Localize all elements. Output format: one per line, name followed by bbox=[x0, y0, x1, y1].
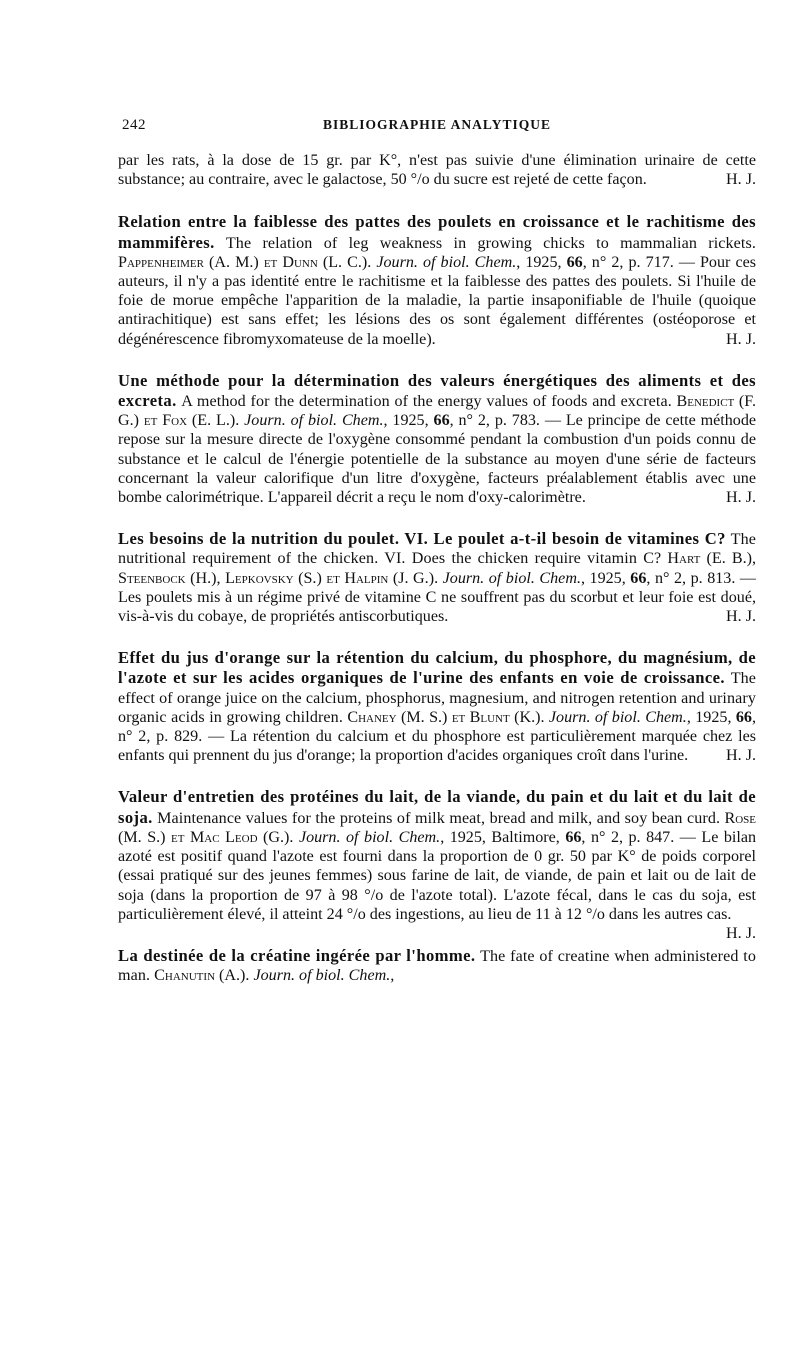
entry-english-title: The relation of leg weakness in growing chicks to mammalian rickets. bbox=[225, 234, 756, 252]
entry-initials: H. J. bbox=[726, 608, 756, 626]
entry-authors: Rose (M. S.) et Mac Leod (G.). bbox=[118, 809, 757, 846]
entry-journal: Journ. of biol. Chem. bbox=[548, 708, 687, 726]
entry-title: La destinée de la créatine ingérée par l'homme. bbox=[118, 945, 476, 965]
entry-journal: Journ. of biol. Chem. bbox=[376, 253, 517, 271]
entry-initials: H. J. bbox=[726, 924, 756, 942]
entry-summary: — Pour ces auteurs, il n'y a pas identité entre le rachitisme et la faiblesse des pattes des poulets. Si l'huile de foie de morue empêche l'apparition de la maladie, la partie insaponifiable de l'huile (quoique antirachitique) est sans effet; les lésions des os sont également différentes (ostéoporose et dégénérescence fibromyxomateuse de la moelle). bbox=[118, 253, 756, 348]
entry-year: , 1925, bbox=[686, 708, 736, 726]
entry-authors: Hart (E. B.), Steenbock (H.), Lepkovsky (S.) et Halpin (J. G.). bbox=[118, 550, 756, 587]
entry-issue-pages: , n° 2, p. 847. bbox=[581, 828, 675, 846]
entry-english-title: The nutritional requirement of the chicken. VI. Does the chicken require vitamin C? bbox=[118, 531, 756, 568]
abstract-entry bbox=[118, 212, 756, 348]
entry-journal: Journ. of biol. Chem. bbox=[298, 828, 441, 846]
abstract-entry bbox=[118, 648, 756, 765]
entry-issue-pages: , n° 2, p. 813. bbox=[646, 569, 736, 587]
entry-year: , 1925, bbox=[516, 253, 567, 271]
entry-year: , 1925, Baltimore, bbox=[440, 828, 566, 846]
entry-volume: 66 bbox=[433, 412, 450, 430]
entry-volume: 66 bbox=[565, 828, 582, 846]
abstract-entry bbox=[118, 946, 756, 985]
entry-year: , 1925, bbox=[580, 569, 631, 587]
entry-initials: H. J. bbox=[726, 489, 756, 507]
abstract-entry bbox=[118, 529, 756, 626]
page-content bbox=[118, 151, 756, 1007]
entry-authors: Benedict (F. G.) et Fox (E. L.). bbox=[118, 393, 756, 430]
page-header bbox=[118, 117, 756, 139]
entry-journal: Journ. of biol. Chem. bbox=[442, 569, 581, 587]
entry-year: , 1925, bbox=[383, 412, 434, 430]
page-number: 242 bbox=[122, 117, 146, 133]
entry-summary: — Le bilan azoté est positif quand l'azote est fourni dans la proportion de 0 gr. 50 par K° de poids corporel (essai pratiqué sur des jeunes femmes) sous farine de lait, de viande, de pain et lait ou de lait de soja (dans la proportion de 97 à 98 °/o de l'azote total). L'azote fécal, dans le cas du soja, est particulièrement élevé, il atteint 24 °/o des ingestions, au lieu de 11 à 12 °/o dans les autres cas. bbox=[118, 828, 757, 923]
entry-initials: H. J. bbox=[726, 747, 756, 765]
running-title: BIBLIOGRAPHIE ANALYTIQUE bbox=[323, 117, 551, 132]
entry-authors: Chanutin (A.). bbox=[154, 967, 250, 985]
entry-title: Une méthode pour la détermination des valeurs énergétiques des aliments et des excreta. bbox=[118, 370, 756, 411]
entry-journal: Journ. of biol. Chem. bbox=[244, 412, 384, 430]
entry-summary: — Le principe de cette méthode repose sur la mesure directe de l'oxygène consommé pendant la combustion d'un poids connu de substance et le calcul de l'énergie potentielle de la substance au moyen d'une série de facteurs concernant la valeur calorifique d'un litre d'oxygène, facteurs préalablement établis avec une bombe calorimétrique. L'appareil décrit a reçu le nom d'oxy-calorimètre. bbox=[118, 412, 757, 507]
entry-english-title: Maintenance values for the proteins of milk meat, bread and milk, and soy bean curd. bbox=[157, 809, 721, 827]
entry-initials: H. J. bbox=[726, 330, 756, 348]
abstract-entry bbox=[118, 371, 756, 507]
entry-summary: — Les poulets mis à un régime privé de vitamine C ne souffrent pas du scorbut et leur foie est doué, vis-à-vis du cobaye, de propriétés antiscorbutiques. bbox=[118, 569, 756, 626]
entry-title: Effet du jus d'orange sur la rétention du calcium, du phosphore, du magnésium, de l'azote et sur les acides organiques de l'urine des enfants en voie de croissance. bbox=[118, 648, 756, 688]
entry-volume: 66 bbox=[735, 708, 752, 726]
entry-title: Les besoins de la nutrition du poulet. VI. Le poulet a-t-il besoin de vitamines C? bbox=[118, 529, 726, 549]
continuation-paragraph bbox=[118, 151, 756, 189]
entry-summary: — La rétention du calcium et du phosphore est particulièrement marquée chez les enfants qui prennent du jus d'orange; la proportion d'acides organiques croît dans l'urine. bbox=[118, 728, 757, 765]
entry-title: Relation entre la faiblesse des pattes des poulets en croissance et le rachitisme des mammifères. bbox=[118, 212, 756, 252]
entry-english-title: The fate of creatine when administered to man. bbox=[118, 947, 756, 985]
entry-authors: Pappenheimer (A. M.) et Dunn (L. C.). bbox=[118, 253, 372, 271]
continuation-text: par les rats, à la dose de 15 gr. par K°, n'est pas suivie d'une élimination urinaire de cette substance; au contraire, avec le galactose, 50 °/o du sucre est rejeté de cette façon. bbox=[118, 152, 756, 189]
abstract-entry bbox=[118, 787, 757, 942]
entry-title: Valeur d'entretien des protéines du lait, de la viande, du pain et du lait et du lait de soja. bbox=[118, 787, 756, 827]
entry-issue-pages: , n° 2, p. 829. bbox=[118, 708, 756, 746]
entry-issue-pages: , n° 2, p. 717. bbox=[582, 253, 674, 271]
continuation-initials: H. J. bbox=[726, 171, 756, 189]
entry-volume: 66 bbox=[566, 253, 583, 271]
entry-english-title: The effect of orange juice on the calcium, phosphorus, magnesium, and nitrogen retention and urinary organic acids in growing children. bbox=[118, 670, 757, 726]
entry-issue-pages: , n° 2, p. 783. bbox=[449, 412, 540, 430]
entry-journal: Journ. of biol. Chem., bbox=[253, 967, 395, 985]
entry-authors: Chaney (M. S.) et Blunt (K.). bbox=[347, 708, 545, 726]
entry-english-title: A method for the determination of the energy values of foods and excreta. bbox=[181, 393, 672, 411]
entry-volume: 66 bbox=[630, 569, 647, 587]
